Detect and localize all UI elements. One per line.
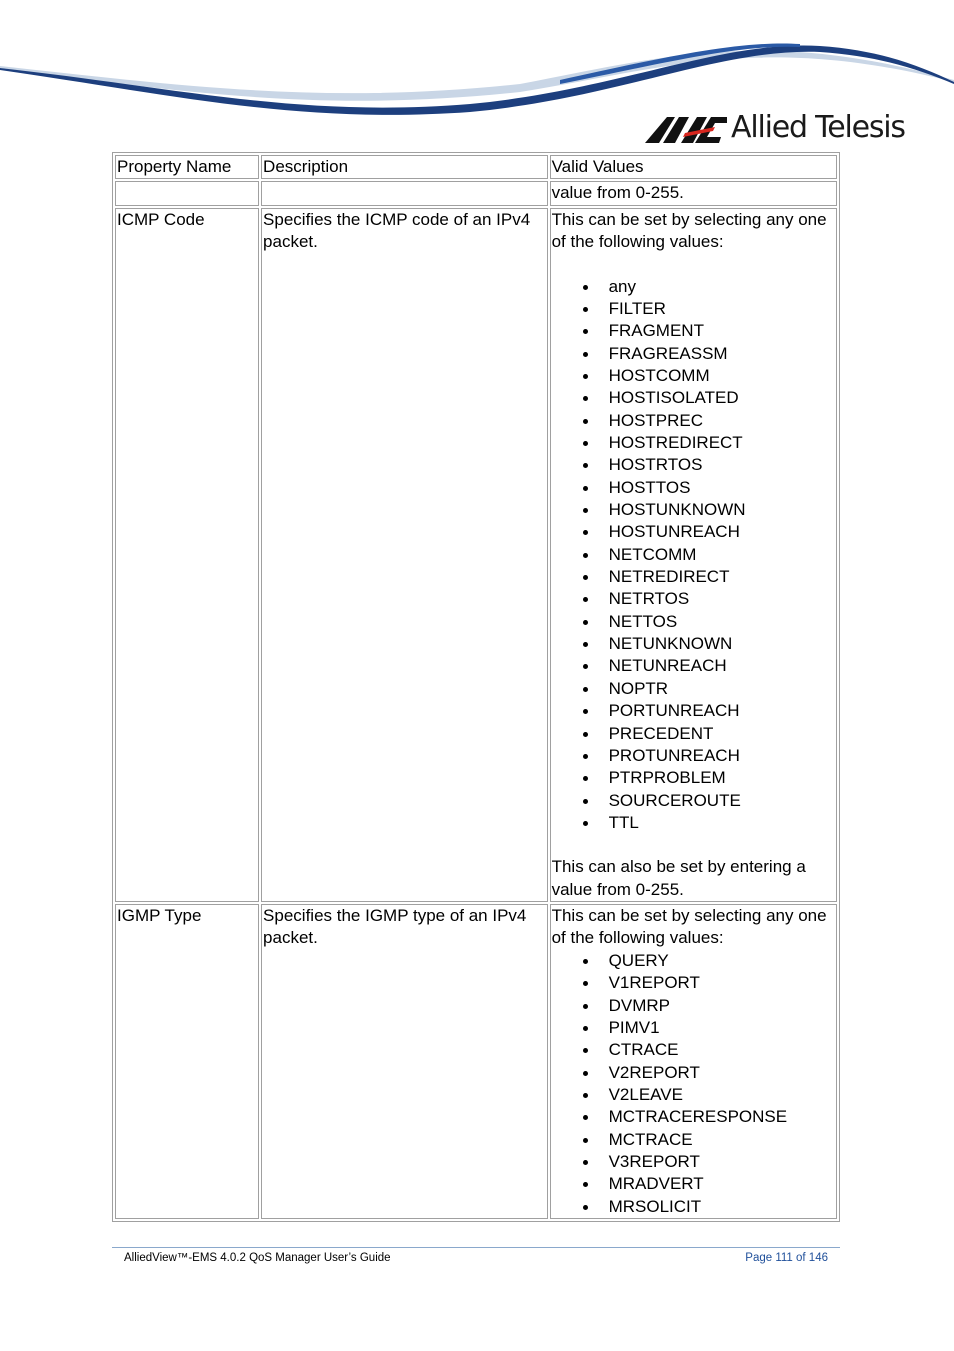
list-item: HOSTUNKNOWN (581, 499, 835, 521)
cell-description: Specifies the IGMP type of an IPv4 packet. (261, 904, 548, 1219)
column-header-valid-values: Valid Values (550, 155, 837, 179)
cell-empty (115, 181, 259, 205)
list-item: NETRTOS (581, 588, 835, 610)
list-item: MRADVERT (581, 1173, 835, 1195)
properties-table (112, 152, 840, 1222)
values-intro: This can be set by selecting any one of the following values: (551, 906, 827, 948)
list-item: QUERY (581, 950, 835, 972)
footer-guide-title: AlliedView™-EMS 4.0.2 QoS Manager User’s Guide (124, 1252, 391, 1264)
column-header-description: Description (261, 155, 548, 179)
table-row-icmp-code (115, 208, 837, 902)
list-item: HOSTTOS (581, 477, 835, 499)
list-item: PRECEDENT (581, 723, 835, 745)
list-item: TTL (581, 812, 835, 834)
values-list-igmp (552, 950, 835, 1218)
list-item: HOSTRTOS (581, 454, 835, 476)
list-item: NOPTR (581, 678, 835, 700)
list-item: MCTRACERESPONSE (581, 1106, 835, 1128)
list-item: MRSOLICIT (581, 1196, 835, 1218)
allied-telesis-logo (645, 108, 905, 148)
table-header-row (115, 155, 837, 179)
footer-divider (112, 1247, 840, 1248)
table-row-igmp-type (115, 904, 837, 1219)
cell-empty (261, 181, 548, 205)
list-item: V2REPORT (581, 1062, 835, 1084)
list-item: HOSTUNREACH (581, 521, 835, 543)
list-item: HOSTISOLATED (581, 387, 835, 409)
list-item: NETREDIRECT (581, 566, 835, 588)
list-item: FRAGMENT (581, 320, 835, 342)
allied-telesis-logo-mark-icon (645, 113, 727, 143)
values-list-icmp (552, 276, 835, 835)
cell-property-name: IGMP Type (115, 904, 259, 1219)
list-item: any (581, 276, 835, 298)
list-item: V2LEAVE (581, 1084, 835, 1106)
cell-values-continuation: value from 0-255. (550, 181, 837, 205)
footer-page-number: Page 111 of 146 (745, 1252, 828, 1264)
list-item: DVMRP (581, 995, 835, 1017)
table-row-continuation (115, 181, 837, 205)
list-item: HOSTCOMM (581, 365, 835, 387)
list-item: MCTRACE (581, 1129, 835, 1151)
list-item: PTRPROBLEM (581, 767, 835, 789)
values-outro: This can also be set by entering a value from 0-255. (551, 857, 806, 899)
list-item: FILTER (581, 298, 835, 320)
cell-property-name: ICMP Code (115, 208, 259, 902)
values-intro: This can be set by selecting any one of the following values: (551, 209, 827, 252)
list-item: PORTUNREACH (581, 700, 835, 722)
list-item: NETCOMM (581, 544, 835, 566)
logo-text: Allied Telesis (731, 110, 905, 145)
list-item: HOSTREDIRECT (581, 432, 835, 454)
list-item: V1REPORT (581, 972, 835, 994)
cell-valid-values (550, 208, 837, 902)
cell-valid-values (550, 904, 837, 1219)
list-item: NETUNREACH (581, 655, 835, 677)
list-item: NETTOS (581, 611, 835, 633)
list-item: PROTUNREACH (581, 745, 835, 767)
column-header-property-name: Property Name (115, 155, 259, 179)
cell-description: Specifies the ICMP code of an IPv4 packet. (261, 208, 548, 902)
list-item: PIMV1 (581, 1017, 835, 1039)
list-item: V3REPORT (581, 1151, 835, 1173)
list-item: SOURCEROUTE (581, 790, 835, 812)
list-item: CTRACE (581, 1039, 835, 1061)
list-item: NETUNKNOWN (581, 633, 835, 655)
list-item: HOSTPREC (581, 410, 835, 432)
list-item: FRAGREASSM (581, 343, 835, 365)
